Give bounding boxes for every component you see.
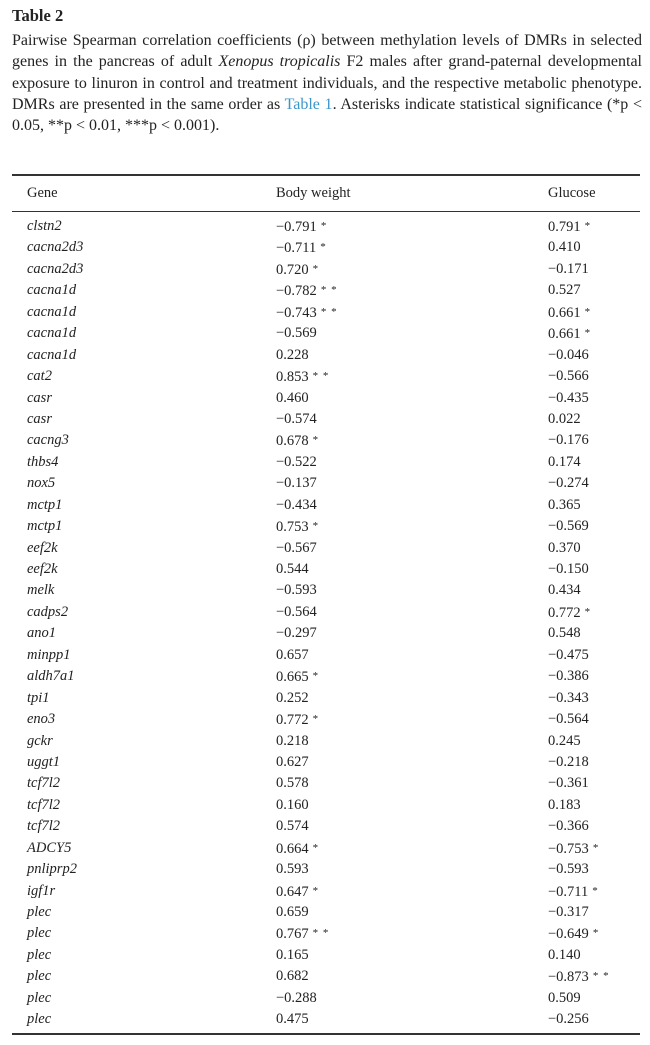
- body-weight-cell: [276, 688, 309, 709]
- gene-cell: tcf7l2: [27, 796, 61, 813]
- significance-marker: *: [592, 927, 600, 940]
- gene-cell: aldh7a1: [27, 668, 75, 685]
- gene-cell: mctp1: [27, 518, 63, 535]
- gene-cell: clstn2: [27, 218, 62, 234]
- body-weight-cell: [276, 559, 309, 580]
- gene-cell: minpp1: [27, 646, 71, 663]
- table-row: [0, 495, 650, 516]
- glucose-value: −0.569: [548, 518, 589, 535]
- glucose-value: −0.317: [548, 904, 589, 920]
- table-row: [0, 388, 650, 409]
- glucose-value: −0.566: [548, 368, 589, 385]
- significance-marker: * *: [320, 305, 338, 318]
- body-weight-cell: [276, 516, 319, 538]
- gene-cell: plec: [27, 904, 52, 920]
- table-row: [0, 859, 650, 880]
- gene-cell: plec: [27, 946, 52, 963]
- glucose-cell: [548, 366, 589, 387]
- caption-text-3: . Asterisks indicate statistical significance (*p < 0.05, **p < 0.01, ***p < 0.001).: [12, 95, 642, 135]
- body-weight-value: 0.659: [276, 904, 309, 920]
- glucose-value: 0.509: [548, 989, 581, 1006]
- significance-marker: *: [584, 220, 592, 232]
- body-weight-cell: [276, 323, 317, 344]
- body-weight-value: −0.574: [276, 410, 317, 427]
- glucose-cell: [548, 645, 589, 666]
- table-caption: [12, 30, 642, 136]
- glucose-cell: [548, 902, 589, 923]
- gene-cell: ano1: [27, 625, 56, 642]
- table-row: [0, 452, 650, 473]
- gene-cell: cacna1d: [27, 282, 77, 299]
- table-row: [0, 881, 650, 902]
- caption-text-1: Pairwise Spearman correlation coefficients (ρ) between methylation levels of DMRs in selected genes in the pancreas of adult: [12, 32, 642, 71]
- body-weight-cell: [276, 602, 317, 623]
- significance-marker: * *: [312, 370, 330, 383]
- body-weight-cell: [276, 988, 317, 1009]
- body-weight-value: −0.593: [276, 582, 317, 599]
- body-weight-cell: [276, 302, 338, 324]
- table-row: [0, 216, 650, 237]
- glucose-cell: [548, 881, 599, 903]
- glucose-value: −0.649: [548, 926, 589, 943]
- body-weight-value: 0.657: [276, 646, 309, 663]
- table-row: [0, 409, 650, 430]
- glucose-cell: [548, 237, 581, 258]
- glucose-cell: [548, 795, 581, 816]
- table-row: [0, 988, 650, 1009]
- glucose-cell: [548, 259, 589, 280]
- glucose-value: 0.434: [548, 582, 581, 599]
- body-weight-cell: [276, 838, 319, 860]
- glucose-value: 0.661: [548, 304, 581, 321]
- table-row: [0, 516, 650, 537]
- significance-marker: *: [312, 434, 320, 447]
- body-weight-value: −0.434: [276, 496, 317, 513]
- body-weight-cell: [276, 623, 317, 644]
- glucose-value: 0.772: [548, 604, 581, 621]
- column-header-body-weight: Body weight: [276, 185, 351, 201]
- body-weight-cell: [276, 538, 317, 559]
- body-weight-value: 0.160: [276, 796, 309, 813]
- gene-cell: cacng3: [27, 432, 69, 449]
- gene-cell: eef2k: [27, 561, 58, 577]
- body-weight-value: 0.772: [276, 712, 309, 729]
- body-weight-value: −0.522: [276, 453, 317, 470]
- gene-cell: thbs4: [27, 453, 59, 470]
- glucose-value: 0.548: [548, 625, 581, 642]
- table-row: [0, 795, 650, 816]
- body-weight-cell: [276, 816, 309, 837]
- body-weight-cell: [276, 966, 309, 987]
- significance-marker: *: [320, 241, 327, 254]
- glucose-cell: [548, 859, 589, 880]
- significance-marker: * *: [320, 284, 338, 297]
- body-weight-cell: [276, 945, 309, 966]
- glucose-value: −0.274: [548, 475, 589, 492]
- gene-cell: melk: [27, 582, 55, 599]
- table-top-rule: [12, 174, 640, 176]
- glucose-cell: [548, 773, 589, 794]
- table-row: [0, 816, 650, 837]
- glucose-value: 0.791: [548, 219, 581, 235]
- glucose-cell: [548, 216, 591, 238]
- gene-cell: casr: [27, 389, 52, 406]
- column-header-glucose: Glucose: [548, 185, 596, 201]
- glucose-value: 0.370: [548, 539, 581, 556]
- table-row: [0, 366, 650, 387]
- glucose-cell: [548, 945, 581, 966]
- glucose-value: 0.410: [548, 239, 581, 256]
- glucose-value: −0.564: [548, 711, 589, 728]
- glucose-value: −0.873: [548, 969, 589, 986]
- body-weight-value: −0.564: [276, 603, 317, 620]
- body-weight-cell: [276, 1009, 309, 1030]
- body-weight-value: −0.782: [276, 283, 317, 300]
- body-weight-value: −0.569: [276, 325, 317, 342]
- body-weight-cell: [276, 495, 317, 516]
- gene-cell: cacna2d3: [27, 260, 84, 277]
- glucose-cell: [548, 838, 599, 860]
- gene-cell: gckr: [27, 732, 53, 749]
- gene-cell: cacna1d: [27, 303, 77, 320]
- caption-species: Xenopus tropicalis: [218, 53, 341, 71]
- glucose-cell: [548, 580, 581, 601]
- table-row: [0, 473, 650, 494]
- body-weight-value: −0.711: [276, 240, 317, 257]
- body-weight-cell: [276, 409, 317, 430]
- body-weight-cell: [276, 923, 329, 945]
- table-row: [0, 752, 650, 773]
- body-weight-cell: [276, 388, 309, 409]
- glucose-cell: [548, 538, 581, 559]
- gene-cell: plec: [27, 1011, 52, 1028]
- table-row: [0, 323, 650, 344]
- glucose-value: −0.218: [548, 753, 589, 770]
- gene-cell: pnliprp2: [27, 861, 77, 878]
- gene-cell: nox5: [27, 475, 56, 492]
- gene-cell: eef2k: [27, 539, 58, 556]
- glucose-cell: [548, 688, 589, 709]
- table-row: [0, 709, 650, 730]
- glucose-cell: [548, 816, 589, 837]
- gene-cell: plec: [27, 925, 52, 942]
- table-row: [0, 259, 650, 280]
- body-weight-value: −0.297: [276, 625, 317, 642]
- gene-cell: tcf7l2: [27, 818, 61, 835]
- glucose-value: 0.174: [548, 453, 581, 470]
- gene-cell: cat2: [27, 368, 52, 385]
- glucose-value: −0.753: [548, 840, 589, 857]
- significance-marker: * *: [312, 927, 330, 940]
- glucose-value: 0.527: [548, 282, 581, 299]
- table-header-rule: [12, 211, 640, 212]
- glucose-value: −0.711: [548, 883, 589, 900]
- body-weight-value: −0.137: [276, 475, 317, 492]
- body-weight-value: 0.475: [276, 1011, 309, 1028]
- body-weight-value: 0.578: [276, 775, 309, 792]
- glucose-value: −0.386: [548, 668, 589, 685]
- body-weight-cell: [276, 752, 309, 773]
- body-weight-value: 0.228: [276, 346, 309, 363]
- glucose-value: −0.256: [548, 1011, 589, 1028]
- body-weight-cell: [276, 452, 317, 473]
- body-weight-cell: [276, 473, 317, 494]
- column-header-gene: Gene: [27, 185, 58, 201]
- glucose-value: 0.022: [548, 410, 581, 427]
- body-weight-value: 0.627: [276, 753, 309, 770]
- glucose-value: −0.150: [548, 561, 589, 577]
- body-weight-cell: [276, 366, 329, 388]
- body-weight-value: 0.574: [276, 818, 309, 835]
- body-weight-value: −0.288: [276, 989, 317, 1006]
- table-body: [0, 216, 650, 1031]
- body-weight-cell: [276, 795, 309, 816]
- gene-cell: uggt1: [27, 753, 61, 770]
- glucose-cell: [548, 388, 589, 409]
- glucose-cell: [548, 345, 589, 366]
- body-weight-value: −0.567: [276, 539, 317, 556]
- glucose-value: 0.661: [548, 326, 581, 343]
- glucose-value: −0.475: [548, 646, 589, 663]
- body-weight-cell: [276, 731, 309, 752]
- body-weight-value: 0.720: [276, 261, 309, 278]
- significance-marker: * *: [592, 970, 610, 983]
- glucose-cell: [548, 473, 589, 494]
- body-weight-value: 0.767: [276, 926, 309, 943]
- glucose-cell: [548, 302, 591, 324]
- table-row: [0, 345, 650, 366]
- glucose-value: 0.140: [548, 946, 581, 963]
- gene-cell: eno3: [27, 711, 56, 728]
- significance-marker: *: [592, 884, 599, 897]
- gene-cell: plec: [27, 968, 52, 985]
- table-row: [0, 731, 650, 752]
- significance-marker: *: [592, 841, 600, 854]
- table-row: [0, 430, 650, 451]
- body-weight-cell: [276, 859, 309, 880]
- significance-marker: *: [584, 305, 592, 318]
- glucose-value: −0.593: [548, 861, 589, 878]
- glucose-cell: [548, 323, 591, 345]
- table-row: [0, 666, 650, 687]
- table-row: [0, 688, 650, 709]
- body-weight-cell: [276, 345, 309, 366]
- table-row: [0, 966, 650, 987]
- body-weight-value: −0.743: [276, 304, 317, 321]
- body-weight-cell: [276, 216, 327, 238]
- gene-cell: cacna1d: [27, 325, 77, 342]
- table-1-link[interactable]: Table 1: [284, 95, 333, 113]
- table-row: [0, 623, 650, 644]
- significance-marker: *: [312, 262, 320, 275]
- body-weight-value: 0.593: [276, 861, 309, 878]
- significance-marker: *: [320, 220, 328, 232]
- glucose-value: −0.435: [548, 389, 589, 406]
- table-row: [0, 945, 650, 966]
- glucose-cell: [548, 966, 610, 988]
- glucose-cell: [548, 430, 589, 451]
- glucose-cell: [548, 280, 581, 301]
- gene-cell: casr: [27, 410, 52, 427]
- table-label: Table 2: [12, 6, 64, 25]
- glucose-value: 0.245: [548, 732, 581, 749]
- body-weight-cell: [276, 645, 309, 666]
- body-weight-value: 0.753: [276, 519, 309, 536]
- glucose-cell: [548, 452, 581, 473]
- gene-cell: ADCY5: [27, 839, 72, 856]
- body-weight-value: 0.664: [276, 840, 309, 857]
- table-row: [0, 773, 650, 794]
- table-row: [0, 602, 650, 623]
- body-weight-value: 0.682: [276, 968, 309, 985]
- gene-cell: mctp1: [27, 496, 63, 513]
- body-weight-cell: [276, 709, 319, 731]
- table-row: [0, 645, 650, 666]
- body-weight-cell: [276, 773, 309, 794]
- table-bottom-rule: [12, 1033, 640, 1035]
- body-weight-value: 0.853: [276, 369, 309, 386]
- glucose-value: −0.366: [548, 818, 589, 835]
- body-weight-value: 0.252: [276, 689, 309, 706]
- glucose-cell: [548, 1009, 589, 1030]
- body-weight-value: −0.791: [276, 219, 317, 235]
- significance-marker: *: [312, 670, 320, 683]
- caption-text-2: F2 males after grand-paternal developmental exposure to linuron in control and treatment individuals, and the respective metabolic phenotype. DMRs are presented in the same order as: [12, 53, 643, 113]
- body-weight-cell: [276, 280, 338, 302]
- glucose-value: −0.046: [548, 346, 589, 363]
- glucose-cell: [548, 731, 581, 752]
- glucose-cell: [548, 752, 589, 773]
- glucose-value: −0.171: [548, 260, 589, 277]
- table-row: [0, 237, 650, 258]
- glucose-cell: [548, 623, 581, 644]
- body-weight-value: 0.647: [276, 883, 309, 900]
- body-weight-value: 0.218: [276, 732, 309, 749]
- table-row: [0, 559, 650, 580]
- table-row: [0, 902, 650, 923]
- glucose-value: −0.343: [548, 689, 589, 706]
- glucose-value: −0.176: [548, 432, 589, 449]
- body-weight-cell: [276, 430, 319, 452]
- gene-cell: cacna2d3: [27, 239, 84, 256]
- glucose-value: 0.365: [548, 496, 581, 513]
- body-weight-value: 0.678: [276, 433, 309, 450]
- body-weight-value: 0.460: [276, 389, 309, 406]
- glucose-cell: [548, 409, 581, 430]
- body-weight-value: 0.165: [276, 946, 309, 963]
- table-row: [0, 923, 650, 944]
- glucose-cell: [548, 923, 599, 945]
- gene-cell: tcf7l2: [27, 775, 61, 792]
- glucose-value: −0.361: [548, 775, 589, 792]
- table-row: [0, 538, 650, 559]
- body-weight-value: 0.665: [276, 669, 309, 686]
- body-weight-cell: [276, 666, 319, 688]
- body-weight-cell: [276, 881, 319, 903]
- table-row: [0, 838, 650, 859]
- glucose-cell: [548, 495, 581, 516]
- body-weight-cell: [276, 237, 327, 259]
- gene-cell: tpi1: [27, 689, 50, 706]
- glucose-cell: [548, 602, 591, 624]
- gene-cell: cadps2: [27, 603, 69, 620]
- gene-cell: cacna1d: [27, 346, 77, 363]
- glucose-cell: [548, 988, 581, 1009]
- body-weight-value: 0.544: [276, 561, 309, 577]
- body-weight-cell: [276, 902, 309, 923]
- gene-cell: plec: [27, 989, 52, 1006]
- body-weight-cell: [276, 259, 319, 281]
- significance-marker: *: [312, 884, 320, 897]
- table-row: [0, 580, 650, 601]
- table-row: [0, 280, 650, 301]
- body-weight-cell: [276, 580, 317, 601]
- table-row: [0, 302, 650, 323]
- glucose-cell: [548, 709, 589, 730]
- significance-marker: *: [584, 327, 592, 340]
- significance-marker: *: [312, 520, 320, 533]
- glucose-cell: [548, 559, 589, 580]
- significance-marker: *: [584, 605, 592, 618]
- gene-cell: igf1r: [27, 882, 56, 899]
- glucose-value: 0.183: [548, 796, 581, 813]
- glucose-cell: [548, 516, 589, 537]
- significance-marker: *: [312, 713, 320, 726]
- table-row: [0, 1009, 650, 1030]
- glucose-cell: [548, 666, 589, 687]
- significance-marker: *: [312, 841, 320, 854]
